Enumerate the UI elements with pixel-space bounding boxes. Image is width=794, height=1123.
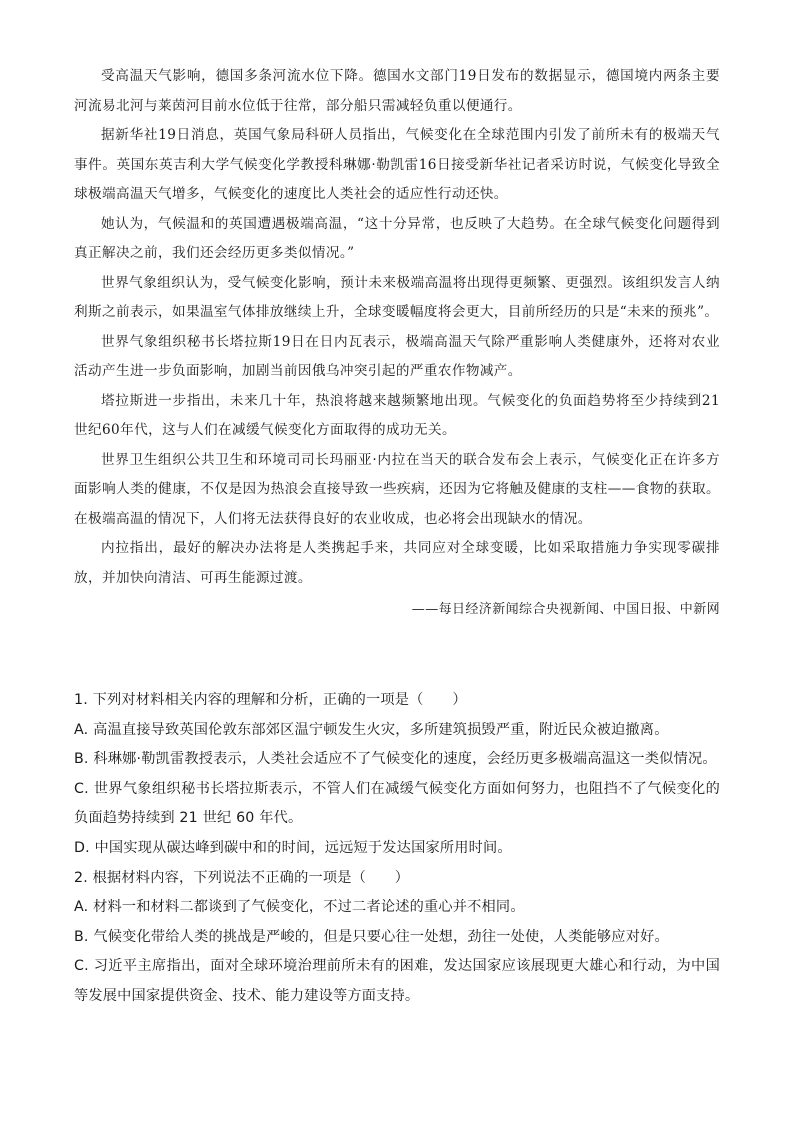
article-paragraph-6: 塔拉斯进一步指出，未来几十年，热浪将越来越频繁地出现。气候变化的负面趋势将至少持续到21世纪60年代，这与人们在减缓气候变化方面取得的成功无关。 xyxy=(74,392,720,438)
question-2-option-c: C. 习近平主席指出，面对全球环境治理前所未有的困难，发达国家应该展现更大雄心和行动，为中国等发展中国家提供资金、技术、能力建设等方面支持。 xyxy=(74,958,720,1004)
question-2-option-b: B. 气候变化带给人类的挑战是严峻的，但是只要心往一处想，劲往一处使，人类能够应对好。 xyxy=(74,928,669,945)
article-paragraph-4: 世界气象组织认为，受气候变化影响，预计未来极端高温将出现得更频繁、更强烈。该组织发言人纳利斯之前表示，如果温室气体排放继续上升，全球变暖幅度将会更大，目前所经历的只是“未来的预兆”。 xyxy=(74,274,720,320)
article-paragraph-2: 据新华社19日消息，英国气象局科研人员指出，气候变化在全球范围内引发了前所未有的极端天气事件。英国东英吉利大学气候变化学教授科琳娜·勒凯雷16日接受新华社记者采访时说，气候变化导致全球极端高温天气增多，气候变化的速度比人类社会的适应性行动还快。 xyxy=(74,127,720,202)
article-paragraph-1: 受高温天气影响，德国多条河流水位下降。德国水文部门19日发布的数据显示，德国境内两条主要河流易北河与莱茵河目前水位低于往常，部分船只需减轻负重以便通行。 xyxy=(74,68,720,114)
article-paragraph-7: 世界卫生组织公共卫生和环境司司长玛丽亚·内拉在当天的联合发布会上表示，气候变化正在许多方面影响人类的健康，不仅是因为热浪会直接导致一些疾病，还因为它将触及健康的支柱——食物的获取。在极端高温的情况下，人们将无法获得良好的农业收成，也必将会出现缺水的情况。 xyxy=(74,451,720,527)
article-body xyxy=(74,62,720,625)
article-source: ——每日经济新闻综合央视新闻、中国日报、中新网 xyxy=(411,602,720,617)
article-paragraph-5: 世界气象组织秘书长塔拉斯19日在日内瓦表示，极端高温天气除严重影响人类健康外，还将对农业活动产生进一步负面影响，加剧当前因俄乌冲突引起的严重农作物减产。 xyxy=(74,333,720,379)
question-1-option-b: B. 科琳娜·勒凯雷教授表示，人类社会适应不了气候变化的速度，会经历更多极端高温这一类似情况。 xyxy=(74,751,717,768)
article-paragraph-3: 她认为，气候温和的英国遭遇极端高温，“这十分异常，也反映了大趋势。在全球气候变化问题得到真正解决之前，我们还会经历更多类似情况。” xyxy=(74,215,720,261)
question-1-stem: 1. 下列对材料相关内容的理解和分析，正确的一项是（ ） xyxy=(74,692,467,708)
question-section xyxy=(74,686,720,1012)
question-1-option-d: D. 中国实现从碳达峰到碳中和的时间，远远短于发达国家所用时间。 xyxy=(74,839,512,856)
question-2-option-a: A. 材料一和材料二都谈到了气候变化，不过二者论述的重心并不相同。 xyxy=(74,899,525,916)
article-paragraph-8: 内拉指出，最好的解决办法将是人类携起手来，共同应对全球变暖，比如采取措施力争实现零碳排放，并加快向清洁、可再生能源过渡。 xyxy=(74,540,720,586)
question-2-stem: 2. 根据材料内容，下列说法不正确的一项是（ ） xyxy=(74,869,410,886)
question-1-option-c: C. 世界气象组织秘书长塔拉斯表示，不管人们在减缓气候变化方面如何努力，也阻挡不了气候变化的负面趋势持续到 21 世纪 60 年代。 xyxy=(74,780,720,827)
question-1-option-a: A. 高温直接导致英国伦敦东部郊区温宁顿发生火灾，多所建筑损毁严重，附近民众被迫撤离。 xyxy=(74,721,669,738)
